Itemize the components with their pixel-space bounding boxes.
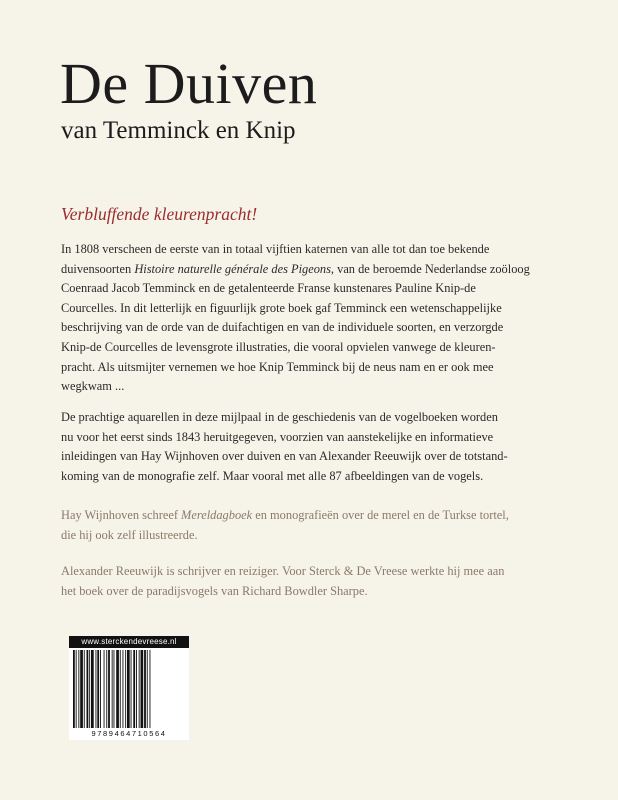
tagline: Verbluffende kleurenpracht! bbox=[61, 204, 258, 224]
paragraph-1-line: wegkwam ... bbox=[61, 379, 125, 394]
paragraph-1-line: Courcelles. In dit letterlijk en figuurlijk grote boek gaf Temminck een wetenschappelijke bbox=[61, 300, 502, 315]
barcode-bar bbox=[108, 650, 110, 728]
text-fragment: Hay Wijnhoven schreef bbox=[61, 508, 182, 522]
barcode-bar bbox=[133, 650, 135, 728]
barcode-bar bbox=[89, 650, 90, 728]
paragraph-2-line: De prachtige aquarellen in deze mijlpaal in de geschiedenis van de vogelboeken worden bbox=[61, 410, 498, 424]
barcode-bar bbox=[87, 650, 89, 728]
isbn-barcode bbox=[69, 636, 189, 740]
barcode-bar bbox=[114, 650, 115, 728]
barcode-bar bbox=[106, 650, 107, 728]
isbn-number: 9789464710564 bbox=[91, 729, 167, 738]
paragraph-1-line: pracht. Als uitsmijter vernemen we hoe Knip Temminck bij de neus nam en er ook mee bbox=[61, 359, 494, 374]
barcode-bar bbox=[104, 650, 105, 728]
barcode-bar bbox=[112, 650, 113, 728]
barcode-bar bbox=[80, 650, 83, 728]
bio-line: het boek over de paradijsvogels van Richard Bowdler Sharpe. bbox=[61, 583, 368, 598]
author-bio-wijnhoven bbox=[61, 506, 561, 545]
paragraph-2-line: nu voor het eerst sinds 1843 heruitgegeven, voorzien van aanstekelijke en informatieve bbox=[61, 429, 494, 444]
text-fragment: duivensoorten bbox=[61, 261, 135, 276]
barcode-bar bbox=[116, 650, 119, 728]
book-title: De Duiven bbox=[60, 51, 318, 116]
paragraph-1-line: Knip-de Courcelles de levensgrote illustraties, die vooral opvielen vanwege de kleuren- bbox=[61, 339, 496, 354]
paragraph-2-line: koming van de monografie zelf. Maar vooral met alle 87 afbeeldingen van de vogels. bbox=[61, 468, 484, 483]
barcode-bar bbox=[78, 650, 79, 728]
barcode-bar bbox=[127, 650, 130, 728]
barcode-bars bbox=[69, 650, 189, 728]
paragraph-1-line bbox=[61, 260, 561, 280]
barcode-bar bbox=[147, 650, 148, 728]
original-work-title: Histoire naturelle générale des Pigeons bbox=[134, 261, 331, 276]
paragraph-2-line: inleidingen van Hay Wijnhoven over duiven en van Alexander Reeuwijk over de totstand- bbox=[61, 449, 508, 464]
barcode-bar bbox=[84, 650, 85, 728]
bio-line: Alexander Reeuwijk is schrijver en reiziger. Voor Sterck & De Vreese werkte hij mee aan bbox=[61, 564, 505, 578]
barcode-bar bbox=[131, 650, 132, 728]
barcode-bar bbox=[97, 650, 99, 728]
paragraph-1-line: Coenraad Jacob Temminck en de getalenteerde Franse kunstenares Pauline Knip-de bbox=[61, 281, 476, 296]
description-paragraph-2 bbox=[61, 408, 561, 486]
publisher-url: www.sterckendevreese.nl bbox=[69, 636, 189, 648]
paragraph-1-line: beschrijving van de orde van de duifachtigen en van de individuele soorten, en verzorgde bbox=[61, 320, 504, 335]
barcode-bar bbox=[120, 650, 121, 728]
book-title-mereldagboek: Mereldagboek bbox=[181, 508, 253, 522]
book-subtitle: van Temminck en Knip bbox=[61, 117, 296, 144]
barcode-bar bbox=[150, 650, 151, 728]
text-fragment: en monografieën over de merel en de Turkse tortel, bbox=[252, 508, 509, 522]
barcode-bar bbox=[73, 650, 75, 728]
barcode-bar bbox=[144, 650, 146, 728]
barcode-bar bbox=[91, 650, 94, 728]
author-bio-reeuwijk bbox=[61, 562, 561, 601]
barcode-bar bbox=[76, 650, 77, 728]
barcode-bar bbox=[100, 650, 101, 728]
barcode-bar bbox=[125, 650, 126, 728]
paragraph-1-line: In 1808 verscheen de eerste van in totaal vijftien katernen van alle tot dan toe bekende bbox=[61, 242, 490, 256]
barcode-bar bbox=[139, 650, 140, 728]
description-paragraph-1 bbox=[61, 240, 561, 397]
text-fragment: , van de beroemde Nederlandse zoöloog bbox=[330, 261, 530, 276]
barcode-bar bbox=[141, 650, 144, 728]
bio-line: die hij ook zelf illustreerde. bbox=[61, 527, 198, 542]
barcode-bar bbox=[123, 650, 124, 728]
barcode-bar bbox=[136, 650, 137, 728]
barcode-bar bbox=[96, 650, 97, 728]
bio-line bbox=[61, 506, 561, 526]
